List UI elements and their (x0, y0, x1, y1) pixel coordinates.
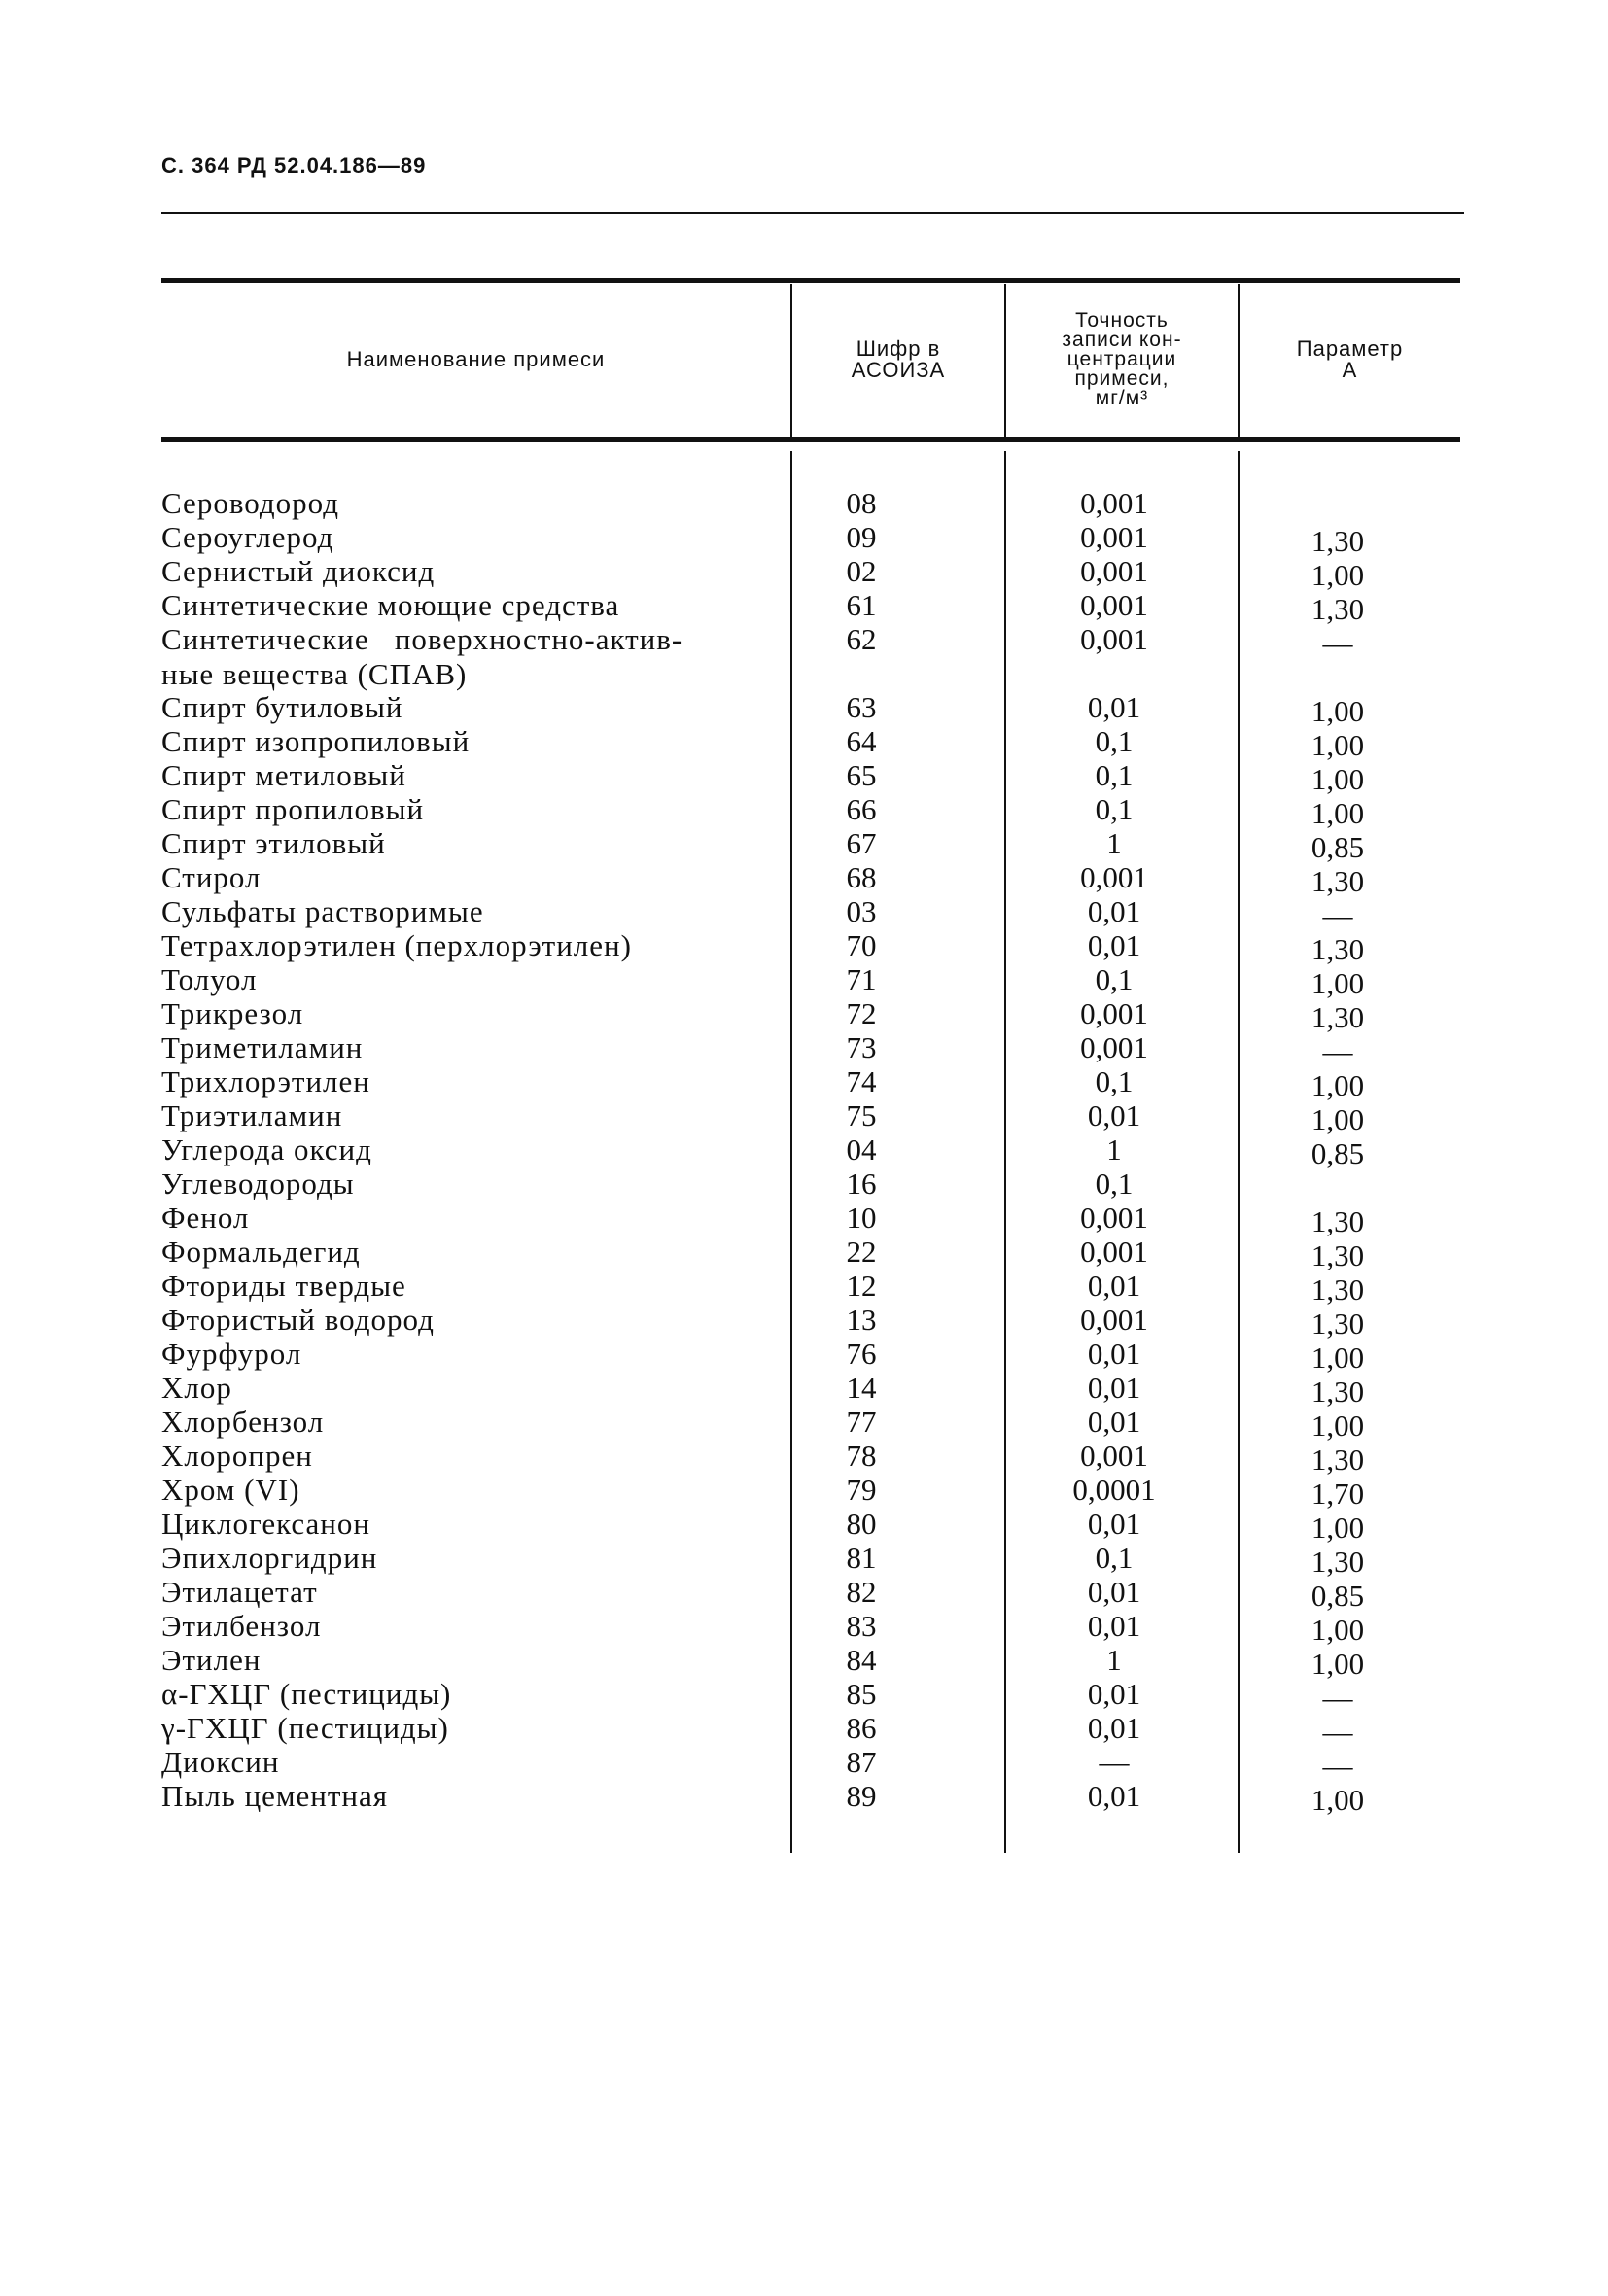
table-row (161, 996, 1460, 1034)
impurity-name-line: Углерода оксид (161, 1132, 372, 1166)
table-row (161, 860, 1460, 898)
table-header-rule (161, 437, 1460, 442)
table-row (161, 1269, 1460, 1306)
impurity-name-line: Хлорбензол (161, 1405, 325, 1439)
impurity-name-line: Тетрахлорэтилен (перхлорэтилен) (161, 928, 632, 962)
table-row (161, 962, 1460, 1000)
precision-value: 1 (1106, 1643, 1122, 1677)
table-row (161, 792, 1460, 830)
asoiza-code: 02 (846, 554, 877, 588)
precision-value: 0,01 (1087, 1711, 1141, 1745)
precision-value: 0,01 (1087, 1371, 1141, 1405)
impurity-name-line: Спирт метиловый (161, 758, 406, 792)
parameter-a-value: 0,85 (1311, 1579, 1365, 1613)
precision-value: 0,1 (1095, 758, 1134, 792)
impurity-name (161, 1711, 764, 1746)
asoiza-code: 67 (846, 826, 877, 860)
table-row (161, 690, 1460, 728)
impurity-name (161, 520, 764, 555)
header-name: Наименование примеси (346, 347, 606, 371)
table-row (161, 1200, 1460, 1238)
asoiza-code: 89 (846, 1779, 877, 1813)
impurity-name-line: Циклогексанон (161, 1507, 370, 1541)
impurity-name (161, 1200, 764, 1235)
impurity-name-line: Стирол (161, 860, 262, 894)
impurity-name (161, 758, 764, 793)
precision-value: 0,001 (1080, 588, 1148, 622)
table-row (161, 622, 1460, 690)
impurity-name-line: Синтетические моющие средства (161, 588, 620, 622)
precision-value: 1 (1106, 826, 1122, 860)
impurity-name-line: Сульфаты растворимые (161, 894, 484, 928)
parameter-a-value: 1,00 (1311, 1102, 1365, 1136)
precision-value: 0,1 (1095, 1064, 1134, 1098)
parameter-a-value: 1,30 (1311, 1443, 1365, 1477)
impurity-name (161, 1098, 764, 1133)
parameter-a-value: 1,30 (1311, 864, 1365, 898)
table-row (161, 1030, 1460, 1068)
impurity-name (161, 1371, 764, 1406)
impurity-name (161, 724, 764, 759)
impurity-name-line: Сернистый диоксид (161, 554, 436, 588)
impurity-name-line: Этилбензол (161, 1609, 322, 1643)
impurity-name (161, 928, 764, 963)
impurity-name (161, 1337, 764, 1372)
impurity-name (161, 1541, 764, 1576)
impurity-name (161, 1235, 764, 1270)
impurity-name (161, 622, 764, 692)
precision-value: 0,1 (1095, 1541, 1134, 1575)
impurity-name (161, 554, 764, 589)
asoiza-code: 74 (846, 1064, 877, 1098)
parameter-a-value: 1,00 (1311, 1340, 1365, 1374)
parameter-a-value: — (1322, 1681, 1353, 1715)
parameter-a-value: — (1322, 1749, 1353, 1783)
impurity-name-line: Хлоропрен (161, 1439, 313, 1473)
table-row (161, 724, 1460, 762)
table-row (161, 894, 1460, 932)
asoiza-code: 65 (846, 758, 877, 792)
impurity-name-line: Хром (VI) (161, 1473, 300, 1507)
impurity-name (161, 486, 764, 521)
precision-value: — (1099, 1745, 1130, 1779)
impurity-name (161, 1643, 764, 1678)
asoiza-code: 85 (846, 1677, 877, 1711)
impurity-name (161, 1132, 764, 1167)
parameter-a-value: 1,30 (1311, 1000, 1365, 1034)
impurity-name (161, 792, 764, 827)
table-top-rule (161, 278, 1460, 283)
impurity-name (161, 1677, 764, 1712)
parameter-a-value: 1,30 (1311, 1238, 1365, 1272)
impurity-name (161, 894, 764, 929)
asoiza-code: 84 (846, 1643, 877, 1677)
impurity-name (161, 962, 764, 997)
asoiza-code: 78 (846, 1439, 877, 1473)
parameter-a-value: 1,00 (1311, 1647, 1365, 1681)
parameter-a-value: 1,00 (1311, 558, 1365, 592)
parameter-a-value: 1,00 (1311, 1068, 1365, 1102)
parameter-a-value: 1,70 (1311, 1477, 1365, 1511)
impurity-name-line: Толуол (161, 962, 258, 996)
impurity-name-line: Спирт изопропиловый (161, 724, 471, 758)
impurity-name-line: Триметиламин (161, 1030, 364, 1064)
table-row (161, 520, 1460, 558)
asoiza-code: 68 (846, 860, 877, 894)
table-row (161, 1677, 1460, 1715)
impurity-name (161, 1439, 764, 1474)
asoiza-code: 13 (846, 1303, 877, 1337)
table-body (161, 486, 1460, 1817)
asoiza-code: 16 (846, 1166, 877, 1200)
parameter-a-value: 1,30 (1311, 1374, 1365, 1409)
parameter-a-value: — (1322, 1715, 1353, 1749)
asoiza-code: 83 (846, 1609, 877, 1643)
parameter-a-value: 1,30 (1311, 1545, 1365, 1579)
precision-value: 0,1 (1095, 724, 1134, 758)
impurity-name-line: Хлор (161, 1371, 232, 1405)
impurity-name (161, 826, 764, 861)
precision-value: 1 (1106, 1132, 1122, 1166)
impurity-name (161, 1303, 764, 1338)
asoiza-code: 80 (846, 1507, 877, 1541)
precision-value: 0,01 (1087, 1609, 1141, 1643)
asoiza-code: 76 (846, 1337, 877, 1371)
precision-value: 0,01 (1087, 1098, 1141, 1132)
impurity-name-line: Спирт этиловый (161, 826, 386, 860)
table-row (161, 1166, 1460, 1200)
precision-value: 0,01 (1087, 1779, 1141, 1813)
precision-value: 0,1 (1095, 792, 1134, 826)
asoiza-code: 72 (846, 996, 877, 1030)
asoiza-code: 87 (846, 1745, 877, 1779)
impurity-name (161, 1609, 764, 1644)
parameter-a-value: 1,00 (1311, 796, 1365, 830)
impurity-name-line: Диоксин (161, 1745, 280, 1779)
precision-value: 0,01 (1087, 1269, 1141, 1303)
parameter-a-value: — (1322, 1034, 1353, 1068)
impurity-name (161, 1030, 764, 1065)
impurity-name (161, 1575, 764, 1610)
parameter-a-value: 1,00 (1311, 1409, 1365, 1443)
impurity-name (161, 1779, 764, 1814)
table-row (161, 826, 1460, 864)
asoiza-code: 82 (846, 1575, 877, 1609)
asoiza-code: 79 (846, 1473, 877, 1507)
asoiza-code: 09 (846, 520, 877, 554)
impurity-name-line: Фториды твердые (161, 1269, 406, 1303)
asoiza-code: 73 (846, 1030, 877, 1064)
table-row (161, 1711, 1460, 1749)
precision-value: 0,001 (1080, 860, 1148, 894)
impurity-name-line: Этилацетат (161, 1575, 318, 1609)
table-row (161, 1745, 1460, 1783)
impurity-name (161, 1166, 764, 1201)
impurity-name (161, 1269, 764, 1304)
precision-value: 0,001 (1080, 554, 1148, 588)
impurity-name-line: α-ГХЦГ (пестициды) (161, 1677, 452, 1711)
impurity-name-line: Формальдегид (161, 1235, 361, 1269)
page-header: С. 364 РД 52.04.186—89 (161, 154, 427, 178)
parameter-a-value: — (1322, 626, 1353, 660)
parameter-a-value: — (1322, 898, 1353, 932)
header-precision: Точность записи кон- центрации примеси, мг/м³ (1062, 309, 1182, 409)
impurity-name-line: Трикрезол (161, 996, 304, 1030)
impurity-name-line: Спирт пропиловый (161, 792, 425, 826)
precision-value: 0,001 (1080, 1303, 1148, 1337)
table-row (161, 1439, 1460, 1477)
precision-value: 0,01 (1087, 1677, 1141, 1711)
parameter-a-value: 1,00 (1311, 694, 1365, 728)
asoiza-code: 04 (846, 1132, 877, 1166)
asoiza-code: 77 (846, 1405, 877, 1439)
impurity-name-line: Фтористый водород (161, 1303, 435, 1337)
precision-value: 0,001 (1080, 520, 1148, 554)
impurity-name (161, 588, 764, 623)
impurity-name-line: γ-ГХЦГ (пестициды) (161, 1711, 449, 1745)
table-row (161, 554, 1460, 592)
impurity-name-line: Сероводород (161, 486, 339, 520)
parameter-a-value: 0,85 (1311, 1136, 1365, 1170)
precision-value: 0,001 (1080, 1235, 1148, 1269)
header-param: Параметр А (1296, 336, 1404, 382)
precision-value: 0,001 (1080, 1030, 1148, 1064)
header-divider (161, 212, 1464, 214)
table-row (161, 1609, 1460, 1647)
table-row (161, 1507, 1460, 1545)
table-row (161, 1371, 1460, 1409)
impurity-name-line: Эпихлоргидрин (161, 1541, 378, 1575)
impurity-name-line: Трихлорэтилен (161, 1064, 370, 1098)
precision-value: 0,01 (1087, 1337, 1141, 1371)
impurity-name (161, 1507, 764, 1542)
table-row (161, 758, 1460, 796)
parameter-a-value: 1,00 (1311, 1783, 1365, 1817)
table-row (161, 1098, 1460, 1136)
asoiza-code: 03 (846, 894, 877, 928)
asoiza-code: 62 (846, 622, 877, 656)
parameter-a-value: 1,30 (1311, 592, 1365, 626)
table-row (161, 1541, 1460, 1579)
asoiza-code: 08 (846, 486, 877, 520)
impurity-name (161, 860, 764, 895)
table-row (161, 1303, 1460, 1340)
table-row (161, 1235, 1460, 1272)
table-row (161, 1643, 1460, 1681)
table-row (161, 1405, 1460, 1443)
precision-value: 0,01 (1087, 894, 1141, 928)
impurity-name-line: Триэтиламин (161, 1098, 343, 1132)
parameter-a-value: 1,30 (1311, 1306, 1365, 1340)
header-code: Шифр в АСОИЗА (851, 336, 946, 382)
impurity-name-line: Фенол (161, 1200, 250, 1235)
asoiza-code: 66 (846, 792, 877, 826)
asoiza-code: 64 (846, 724, 877, 758)
parameter-a-value: 1,00 (1311, 1511, 1365, 1545)
impurity-name-line: Этилен (161, 1643, 262, 1677)
parameter-a-value: 1,00 (1311, 966, 1365, 1000)
parameter-a-value: 1,30 (1311, 932, 1365, 966)
asoiza-code: 14 (846, 1371, 877, 1405)
asoiza-code: 10 (846, 1200, 877, 1235)
impurity-name (161, 1473, 764, 1508)
table-row (161, 1779, 1460, 1817)
asoiza-code: 81 (846, 1541, 877, 1575)
parameter-a-value: 1,00 (1311, 1613, 1365, 1647)
precision-value: 0,01 (1087, 690, 1141, 724)
table-row (161, 928, 1460, 966)
impurity-name-line: Синтетические поверхностно-актив- (161, 622, 683, 656)
table-row (161, 1337, 1460, 1374)
impurity-name-line: Пыль цементная (161, 1779, 389, 1813)
table-row (161, 1575, 1460, 1613)
parameter-a-value: 1,30 (1311, 524, 1365, 558)
table-row (161, 588, 1460, 626)
impurity-name (161, 1405, 764, 1440)
table-row (161, 1473, 1460, 1511)
parameter-a-value: 1,00 (1311, 762, 1365, 796)
impurity-name-line: Спирт бутиловый (161, 690, 403, 724)
table-row (161, 1132, 1460, 1170)
precision-value: 0,001 (1080, 486, 1148, 520)
asoiza-code: 86 (846, 1711, 877, 1745)
precision-value: 0,01 (1087, 1575, 1141, 1609)
asoiza-code: 70 (846, 928, 877, 962)
precision-value: 0,1 (1095, 962, 1134, 996)
impurity-name (161, 996, 764, 1031)
impurity-name-line: Сероуглерод (161, 520, 334, 554)
impurity-name (161, 1745, 764, 1780)
impurity-name (161, 690, 764, 725)
asoiza-code: 71 (846, 962, 877, 996)
precision-value: 0,01 (1087, 928, 1141, 962)
asoiza-code: 12 (846, 1269, 877, 1303)
precision-value: 0,01 (1087, 1405, 1141, 1439)
asoiza-code: 63 (846, 690, 877, 724)
parameter-a-value: 1,30 (1311, 1272, 1365, 1306)
parameter-a-value: 1,30 (1311, 1204, 1365, 1238)
precision-value: 0,01 (1087, 1507, 1141, 1541)
impurity-name-line: Углеводороды (161, 1166, 355, 1200)
table-row (161, 486, 1460, 520)
impurity-name (161, 1064, 764, 1099)
asoiza-code: 22 (846, 1235, 877, 1269)
impurity-name-line: ные вещества (СПАВ) (161, 657, 468, 691)
asoiza-code: 75 (846, 1098, 877, 1132)
precision-value: 0,001 (1080, 1439, 1148, 1473)
precision-value: 0,001 (1080, 1200, 1148, 1235)
impurity-name-line: Фурфурол (161, 1337, 302, 1371)
parameter-a-value: 1,00 (1311, 728, 1365, 762)
table-row (161, 1064, 1460, 1102)
parameter-a-value: 0,85 (1311, 830, 1365, 864)
asoiza-code: 61 (846, 588, 877, 622)
precision-value: 0,001 (1080, 996, 1148, 1030)
precision-value: 0,001 (1080, 622, 1148, 656)
precision-value: 0,0001 (1072, 1473, 1156, 1507)
precision-value: 0,1 (1095, 1166, 1134, 1200)
